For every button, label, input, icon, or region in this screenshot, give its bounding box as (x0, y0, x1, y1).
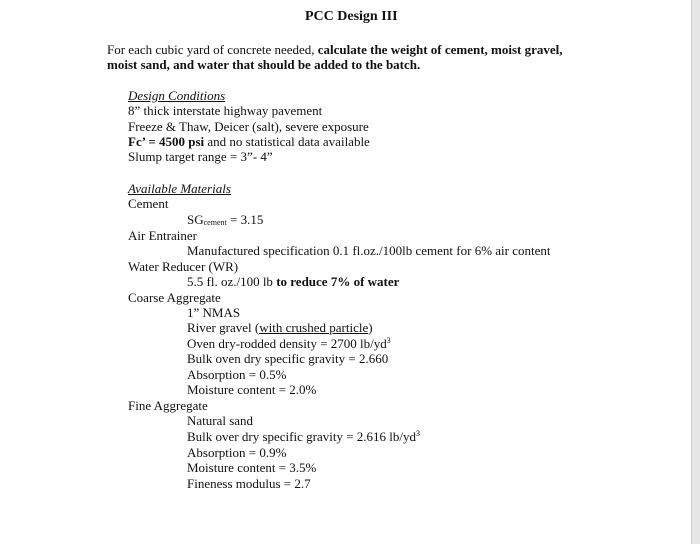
water-reducer-spec (187, 274, 399, 290)
fine-absorption: Absorption = 0.9% (187, 445, 287, 460)
condition-slump: Slump target range = 3”- 4” (128, 149, 273, 164)
instruction-prefix: For each cubic yard of concrete needed, (107, 42, 318, 57)
condition-strength (128, 134, 370, 150)
coarse-type-underlined: with crushed particle (259, 320, 369, 335)
cement-sg-main: SG (187, 212, 204, 227)
coarse-type (187, 320, 373, 336)
coarse-type-suffix: ) (368, 320, 373, 335)
coarse-moisture: Moisture content = 2.0% (187, 382, 317, 397)
instruction-line-2: moist sand, and water that should be added to the batch. (107, 57, 421, 72)
wr-spec-plain: 5.5 fl. oz./100 lb (187, 274, 277, 289)
coarse-sg: Bulk oven dry specific gravity = 2.660 (187, 351, 389, 366)
cement-sg-sub: cement (203, 218, 227, 227)
fc-rest: and no statistical data available (204, 134, 370, 149)
cement-label: Cement (128, 196, 169, 211)
coarse-density-sup: 3 (386, 336, 391, 345)
water-reducer-label: Water Reducer (WR) (128, 259, 239, 274)
cement-sg-value: = 3.15 (226, 212, 264, 227)
coarse-nmas: 1” NMAS (187, 305, 241, 320)
fine-fineness-modulus: Fineness modulus = 2.7 (187, 476, 311, 491)
fine-type: Natural sand (187, 413, 254, 428)
wr-spec-bold: to reduce 7% of water (276, 274, 400, 289)
condition-pavement: 8” thick interstate highway pavement (128, 103, 323, 118)
fine-sg-text: Bulk over dry specific gravity = 2.616 lb/yd (187, 429, 417, 444)
cement-sg (187, 212, 263, 231)
coarse-density (187, 336, 391, 352)
coarse-type-prefix: River gravel ( (187, 320, 260, 335)
coarse-aggregate-label: Coarse Aggregate (128, 290, 221, 305)
coarse-absorption: Absorption = 0.5% (187, 367, 287, 382)
instruction-bold-1: calculate the weight of cement, moist gravel, (317, 42, 563, 57)
fine-sg (187, 429, 420, 445)
page-edge-shadow (692, 0, 700, 544)
fine-aggregate-label: Fine Aggregate (128, 398, 208, 413)
available-materials-heading: Available Materials (128, 181, 231, 196)
fc-label: Fc’ = 4500 psi (128, 134, 205, 149)
page-title: PCC Design III (305, 9, 398, 24)
instruction-line-1 (107, 42, 563, 58)
design-conditions-heading: Design Conditions (128, 88, 226, 103)
air-entrainer-spec: Manufactured specification 0.1 fl.oz./100lb cement for 6% air content (187, 243, 551, 258)
fine-sg-sup: 3 (416, 429, 421, 438)
condition-exposure: Freeze & Thaw, Deicer (salt), severe exposure (128, 119, 369, 134)
air-entrainer-label: Air Entrainer (128, 228, 197, 243)
coarse-density-text: Oven dry-rodded density = 2700 lb/yd (187, 336, 387, 351)
fine-moisture: Moisture content = 3.5% (187, 460, 317, 475)
